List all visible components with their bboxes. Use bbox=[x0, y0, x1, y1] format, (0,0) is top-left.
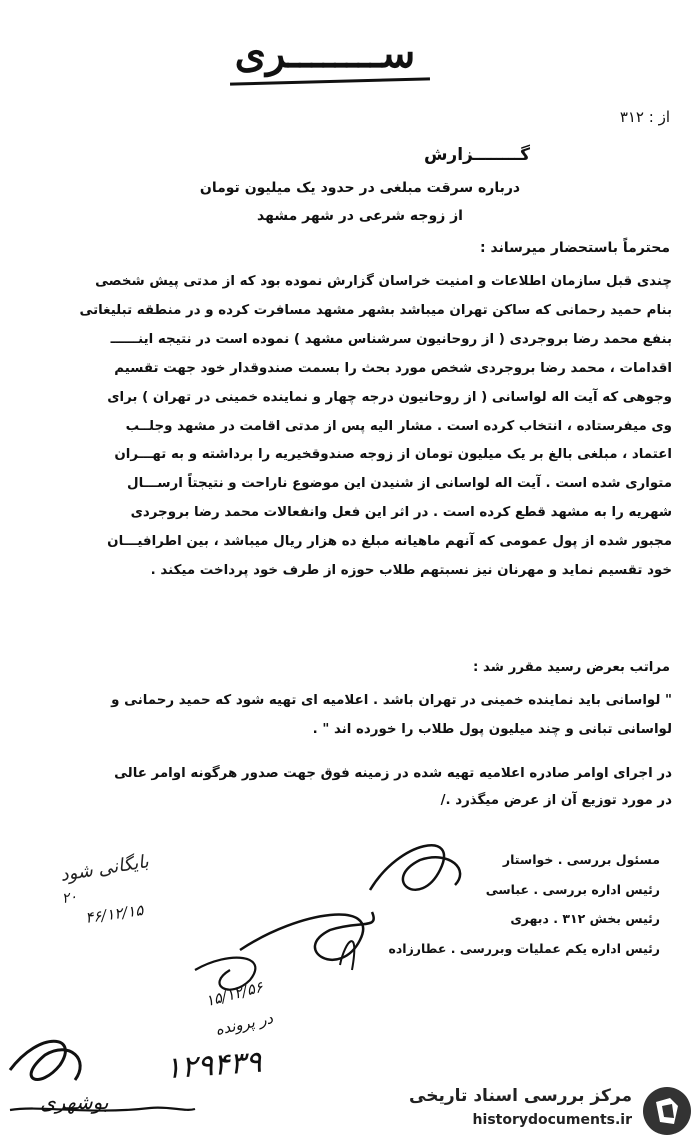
greeting: محترماً باستحضار میرساند : bbox=[480, 240, 670, 256]
official-entry: رئیس اداره یکم عملیات وبررسی . عطارزاده bbox=[388, 940, 660, 956]
body-line: مجبور شده از پول عمومی که آنهم ماهیانه مبلغ ده هزار ریال میباشد ، بین اطرافیـــان bbox=[107, 534, 672, 550]
handwritten-note: در پرونده bbox=[213, 1009, 275, 1039]
signature-5 bbox=[10, 1041, 80, 1080]
watermark-url: historydocuments.ir bbox=[472, 1112, 632, 1128]
body-line: شهریه را به مشهد قطع کرده است . در اثر این فعل وانفعالات محمد رضا بروجردی bbox=[130, 505, 672, 521]
handwritten-note: بایگانی شود bbox=[58, 851, 151, 886]
title-underline bbox=[230, 77, 430, 85]
quoted-order bbox=[24, 686, 672, 744]
body-paragraph bbox=[24, 268, 672, 586]
report-heading: گــــــــزارش bbox=[423, 145, 530, 165]
classification-title: ســــــــرى bbox=[234, 30, 416, 77]
handwritten-signature-text: بوشهری bbox=[40, 1090, 109, 1114]
body-line: وجوهی که آیت اله لواسانی ( از روحانیون درجه چهار و نماینده خمینی در تهران ) برای bbox=[107, 389, 672, 405]
handwritten-date: ۱۵/۱۲/۵۶ bbox=[203, 977, 265, 1011]
signature-1 bbox=[370, 845, 460, 890]
quote-line: " لواسانی باید نماینده خمینی در تهران باشد . اعلامیه ای تهیه شود که حمید رحمانی و bbox=[111, 693, 672, 708]
order-line: مراتب بعرض رسید مقرر شد : bbox=[473, 660, 670, 675]
official-entry: رئیس بخش ۳۱۲ . دبهری bbox=[510, 911, 660, 926]
quote-line: لواسانی تبانی و چند میلیون پول طلاب را خورده اند " . bbox=[312, 722, 672, 737]
body-line: متواری شده است . آیت اله لواسانی از شنیدن این موضوع ناراحت و نتیجتاً ارســـال bbox=[127, 476, 672, 492]
official-entry: مسئول بررسی . خواستار bbox=[502, 852, 660, 867]
closing-line: در اجرای اوامر صادره اعلامیه تهیه شده در زمینه فوق جهت صدور هرگونه اوامر عالی bbox=[114, 766, 672, 781]
body-line: اعتماد ، مبلغی بالغ بر یک میلیون تومان از زوجه صندوقخیریه را برداشته و به تهـــران bbox=[114, 447, 672, 463]
watermark-title: مرکز بررسی اسناد تاریخی bbox=[409, 1086, 632, 1106]
body-line: چندی قبل سازمان اطلاعات و امنیت خراسان گزارش نموده بود که از مدتی پیش شخصی bbox=[95, 274, 672, 289]
subject-line: از زوجه شرعی در شهر مشهد bbox=[257, 208, 463, 224]
handwritten-date: ۴۶/۱۲/۱۵ bbox=[84, 901, 145, 927]
archive-logo-icon bbox=[640, 1084, 694, 1138]
from-line: از : ۳۱۲ bbox=[619, 108, 670, 126]
official-entry: رئیس اداره بررسی . عباسی bbox=[485, 881, 660, 897]
handwritten-number: ۲۰ bbox=[60, 888, 79, 908]
body-line: اقدامات ، محمد رضا بروجردی شخص مورد بحث را بسمت صندوقدار خود جهت تقسیم bbox=[114, 360, 672, 376]
handwritten-reference-number: ۱۲۹۴۳۹ bbox=[163, 1044, 263, 1087]
body-line: خود تقسیم نماید و مهرنان نیز نسبتهم طلاب حوزه از طرف خود پرداخت میکند . bbox=[150, 563, 672, 579]
body-line: بنفع محمد رضا بروجردی ( از روحانیون سرشناس مشهد ) نموده است در نتیجه اینــــــ bbox=[110, 331, 672, 347]
closing-paragraph bbox=[24, 760, 672, 814]
body-line: وی میفرستاده ، انتخاب کرده است . مشار الیه پس از مدتی اقامت در مشهد وجلــب bbox=[125, 418, 672, 434]
body-line: بنام حمید رحمانی که ساکن تهران میباشد بشهر مشهد مسافرت کرده و در منطقه تبلیغاتی bbox=[79, 302, 672, 318]
closing-line: در مورد توزیع آن از عرض میگذرد ./ bbox=[440, 793, 672, 808]
subject-line: درباره سرقت مبلغی در حدود یک میلیون تومان bbox=[199, 180, 521, 196]
